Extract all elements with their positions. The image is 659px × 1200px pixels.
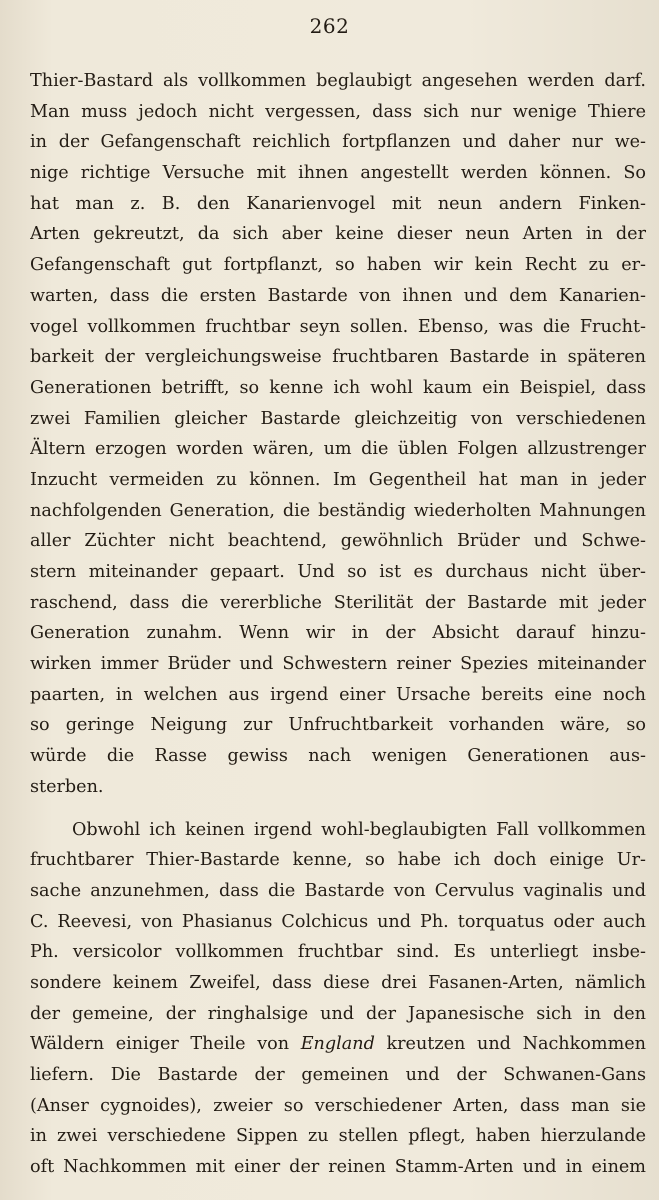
text-line: aller Züchter nicht beachtend, gewöhnlich Brüder und Schwe- — [30, 531, 646, 552]
text-line: nachfolgenden Generation, die beständig wiederholten Mahnungen — [30, 500, 646, 521]
text-line: raschend, dass die vererbliche Sterilität der Bastarde mit jeder — [30, 592, 646, 613]
text-line: zwei Familien gleicher Bastarde gleichzeitig von verschiedenen — [30, 408, 646, 429]
text-line: Obwohl ich keinen irgend wohl-beglaubigten Fall vollkommen — [72, 819, 646, 840]
text-line: Ältern erzogen worden wären, um die üblen Folgen allzustrenger — [30, 439, 646, 460]
text-line: vogel vollkommen fruchtbar seyn sollen. Ebenso, was die Frucht- — [30, 316, 646, 337]
text-line: (Anser cygnoides), zweier so verschiedener Arten, dass man sie — [30, 1095, 646, 1116]
text-line: oft Nachkommen mit einer der reinen Stamm-Arten und in einem — [30, 1157, 646, 1178]
text-line: stern miteinander gepaart. Und so ist es durchaus nicht über- — [30, 562, 646, 582]
text-line: hat man z. B. den Kanarienvogel mit neun andern Finken- — [30, 193, 646, 214]
text-line: so geringe Neigung zur Unfruchtbarkeit vorhanden wäre, so — [30, 715, 646, 736]
text-line: Inzucht vermeiden zu können. Im Gegentheil hat man in jeder — [30, 469, 646, 490]
paragraph-1 — [30, 66, 646, 803]
text-line: Gefangenschaft gut fortpflanzt, so haben wir kein Recht zu er- — [30, 255, 646, 276]
text-line: Man muss jedoch nicht vergessen, dass sich nur wenige Thiere — [30, 101, 646, 122]
text-line: C. Reevesi, von Phasianus Colchicus und Ph. torquatus oder auch — [30, 911, 646, 932]
paragraph-2 — [30, 815, 646, 1183]
body-text — [30, 66, 646, 1183]
line-segment: kreutzen und Nachkommen — [374, 1034, 646, 1055]
text-line: wirken immer Brüder und Schwestern reiner Spezies miteinander — [30, 654, 646, 675]
text-line: Arten gekreutzt, da sich aber keine dieser neun Arten in der — [30, 224, 646, 245]
text-line: sterben. — [30, 776, 104, 797]
text-line: nige richtige Versuche mit ihnen angestellt werden können. So — [30, 163, 646, 184]
text-line: fruchtbarer Thier-Bastarde kenne, so habe ich doch einige Ur- — [30, 850, 646, 871]
text-line: sondere keinem Zweifel, dass diese drei Fasanen-Arten, nämlich — [30, 972, 646, 993]
text-line: in der Gefangenschaft reichlich fortpflanzen und daher nur we- — [30, 132, 646, 153]
text-line: warten, dass die ersten Bastarde von ihnen und dem Kanarien- — [30, 285, 646, 306]
text-line: würde die Rasse gewiss nach wenigen Generationen aus- — [30, 746, 646, 767]
text-line: Generation zunahm. Wenn wir in der Absicht darauf hinzu- — [30, 623, 646, 644]
paragraph-gap — [30, 803, 646, 815]
text-line: Generationen betrifft, so kenne ich wohl kaum ein Beispiel, dass — [30, 377, 646, 398]
text-line: barkeit der vergleichungsweise fruchtbaren Bastarde in späteren — [30, 347, 646, 368]
line-segment: Wäldern einiger Theile von — [30, 1034, 301, 1055]
text-line: der gemeine, der ringhalsige und der Japanesische sich in den — [30, 1003, 646, 1024]
text-line: paarten, in welchen aus irgend einer Ursache bereits eine noch — [30, 684, 646, 705]
text-line: Ph. versicolor vollkommen fruchtbar sind. Es unterliegt insbe- — [30, 942, 646, 963]
text-line-with-italic — [30, 1029, 646, 1060]
italic-place-name: England — [300, 1034, 375, 1055]
text-line: sache anzunehmen, dass die Bastarde von Cervulus vaginalis und — [30, 880, 646, 901]
text-line: Thier-Bastard als vollkommen beglaubigt angesehen werden darf. — [30, 71, 646, 91]
text-line: liefern. Die Bastarde der gemeinen und der Schwanen-Gans — [30, 1065, 646, 1085]
text-line: in zwei verschiedene Sippen zu stellen pflegt, haben hierzulande — [30, 1126, 646, 1147]
page-number: 262 — [309, 14, 350, 38]
